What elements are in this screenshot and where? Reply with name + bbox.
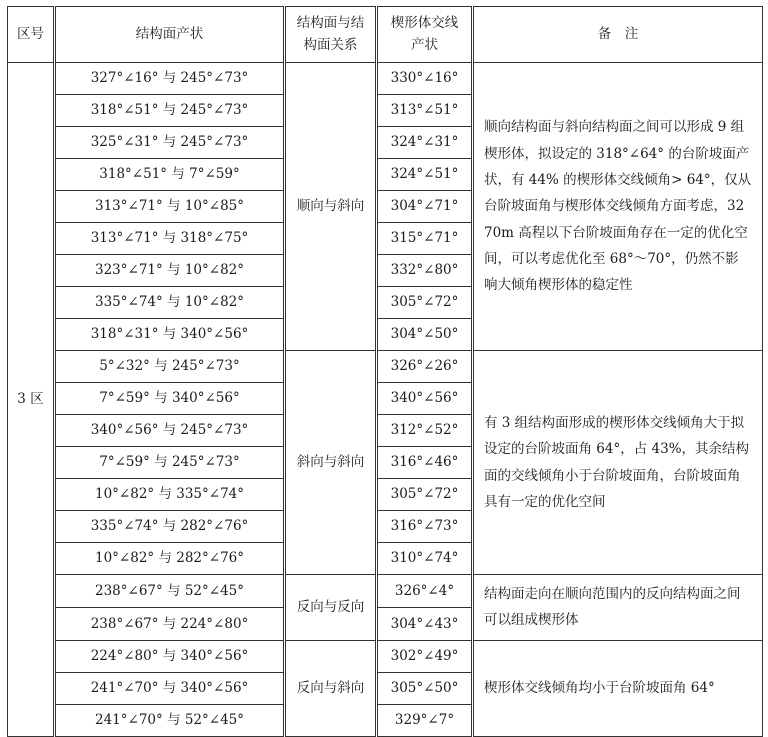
- structure-cell: 241°∠70° 与 340°∠56°: [55, 672, 285, 704]
- structure-cell: 335°∠74° 与 282°∠76°: [55, 511, 285, 543]
- wedge-cell: 312°∠52°: [377, 415, 473, 447]
- wedge-cell: 305°∠50°: [377, 672, 473, 704]
- relation-cell: 斜向与斜向: [285, 351, 377, 575]
- wedge-cell: 316°∠73°: [377, 511, 473, 543]
- header-structure: 结构面产状: [55, 7, 285, 63]
- structure-cell: 340°∠56° 与 245°∠73°: [55, 415, 285, 447]
- wedge-cell: 302°∠49°: [377, 640, 473, 672]
- header-zone: 区号: [8, 7, 55, 63]
- structure-cell: 238°∠67° 与 224°∠80°: [55, 607, 285, 640]
- wedge-cell: 324°∠31°: [377, 127, 473, 159]
- zone-cell: 3 区: [8, 63, 55, 737]
- wedge-analysis-table: [7, 6, 763, 737]
- wedge-cell: 316°∠46°: [377, 447, 473, 479]
- relation-cell: 反向与斜向: [285, 640, 377, 736]
- structure-cell: 327°∠16° 与 245°∠73°: [55, 63, 285, 95]
- header-note: 备 注: [473, 7, 763, 63]
- structure-cell: 238°∠67° 与 52°∠45°: [55, 575, 285, 608]
- structure-cell: 241°∠70° 与 52°∠45°: [55, 704, 285, 736]
- table-row: [8, 351, 763, 383]
- wedge-cell: 305°∠72°: [377, 287, 473, 319]
- wedge-cell: 304°∠50°: [377, 319, 473, 351]
- note-cell: 顺向结构面与斜向结构面之间可以形成 9 组楔形体，拟设定的 318°∠64° 的台阶坡面产状，有 44% 的楔形体交线倾角> 64°，仅从台阶坡面角与楔形体交线倾角方面考虑，3270m 高程以下台阶坡面角存在一定的优化空间，可以考虑优化至 68°～70°，仍然不影响大倾角楔形体的稳定性: [473, 63, 763, 351]
- structure-cell: 7°∠59° 与 245°∠73°: [55, 447, 285, 479]
- structure-cell: 318°∠31° 与 340°∠56°: [55, 319, 285, 351]
- wedge-cell: 330°∠16°: [377, 63, 473, 95]
- note-cell: 有 3 组结构面形成的楔形体交线倾角大于拟设定的台阶坡面角 64°，占 43%，其余结构面的交线倾角小于台阶坡面角，台阶坡面角具有一定的优化空间: [473, 351, 763, 575]
- table-body: [8, 63, 763, 737]
- structure-cell: 5°∠32° 与 245°∠73°: [55, 351, 285, 383]
- structure-cell: 224°∠80° 与 340°∠56°: [55, 640, 285, 672]
- wedge-cell: 332°∠80°: [377, 255, 473, 287]
- structure-cell: 7°∠59° 与 340°∠56°: [55, 383, 285, 415]
- note-cell: 结构面走向在顺向范围内的反向结构面之间可以组成楔形体: [473, 575, 763, 641]
- table-row: [8, 575, 763, 608]
- note-cell: 楔形体交线倾角均小于台阶坡面角 64°: [473, 640, 763, 736]
- structure-cell: 325°∠31° 与 245°∠73°: [55, 127, 285, 159]
- table-row: [8, 63, 763, 95]
- wedge-cell: 304°∠43°: [377, 607, 473, 640]
- header-wedge: 楔形体交线产状: [377, 7, 473, 63]
- wedge-cell: 315°∠71°: [377, 223, 473, 255]
- wedge-cell: 340°∠56°: [377, 383, 473, 415]
- structure-cell: 318°∠51° 与 7°∠59°: [55, 159, 285, 191]
- relation-cell: 反向与反向: [285, 575, 377, 641]
- structure-cell: 313°∠71° 与 10°∠85°: [55, 191, 285, 223]
- structure-cell: 10°∠82° 与 282°∠76°: [55, 543, 285, 575]
- structure-cell: 323°∠71° 与 10°∠82°: [55, 255, 285, 287]
- structure-cell: 313°∠71° 与 318°∠75°: [55, 223, 285, 255]
- structure-cell: 318°∠51° 与 245°∠73°: [55, 95, 285, 127]
- table-row: [8, 640, 763, 672]
- wedge-cell: 313°∠51°: [377, 95, 473, 127]
- wedge-cell: 324°∠51°: [377, 159, 473, 191]
- wedge-cell: 304°∠71°: [377, 191, 473, 223]
- wedge-cell: 310°∠74°: [377, 543, 473, 575]
- relation-cell: 顺向与斜向: [285, 63, 377, 351]
- wedge-cell: 326°∠26°: [377, 351, 473, 383]
- header-relation: 结构面与结构面关系: [285, 7, 377, 63]
- wedge-cell: 329°∠7°: [377, 704, 473, 736]
- header-row: [8, 7, 763, 63]
- structure-cell: 335°∠74° 与 10°∠82°: [55, 287, 285, 319]
- structure-cell: 10°∠82° 与 335°∠74°: [55, 479, 285, 511]
- wedge-cell: 305°∠72°: [377, 479, 473, 511]
- wedge-cell: 326°∠4°: [377, 575, 473, 608]
